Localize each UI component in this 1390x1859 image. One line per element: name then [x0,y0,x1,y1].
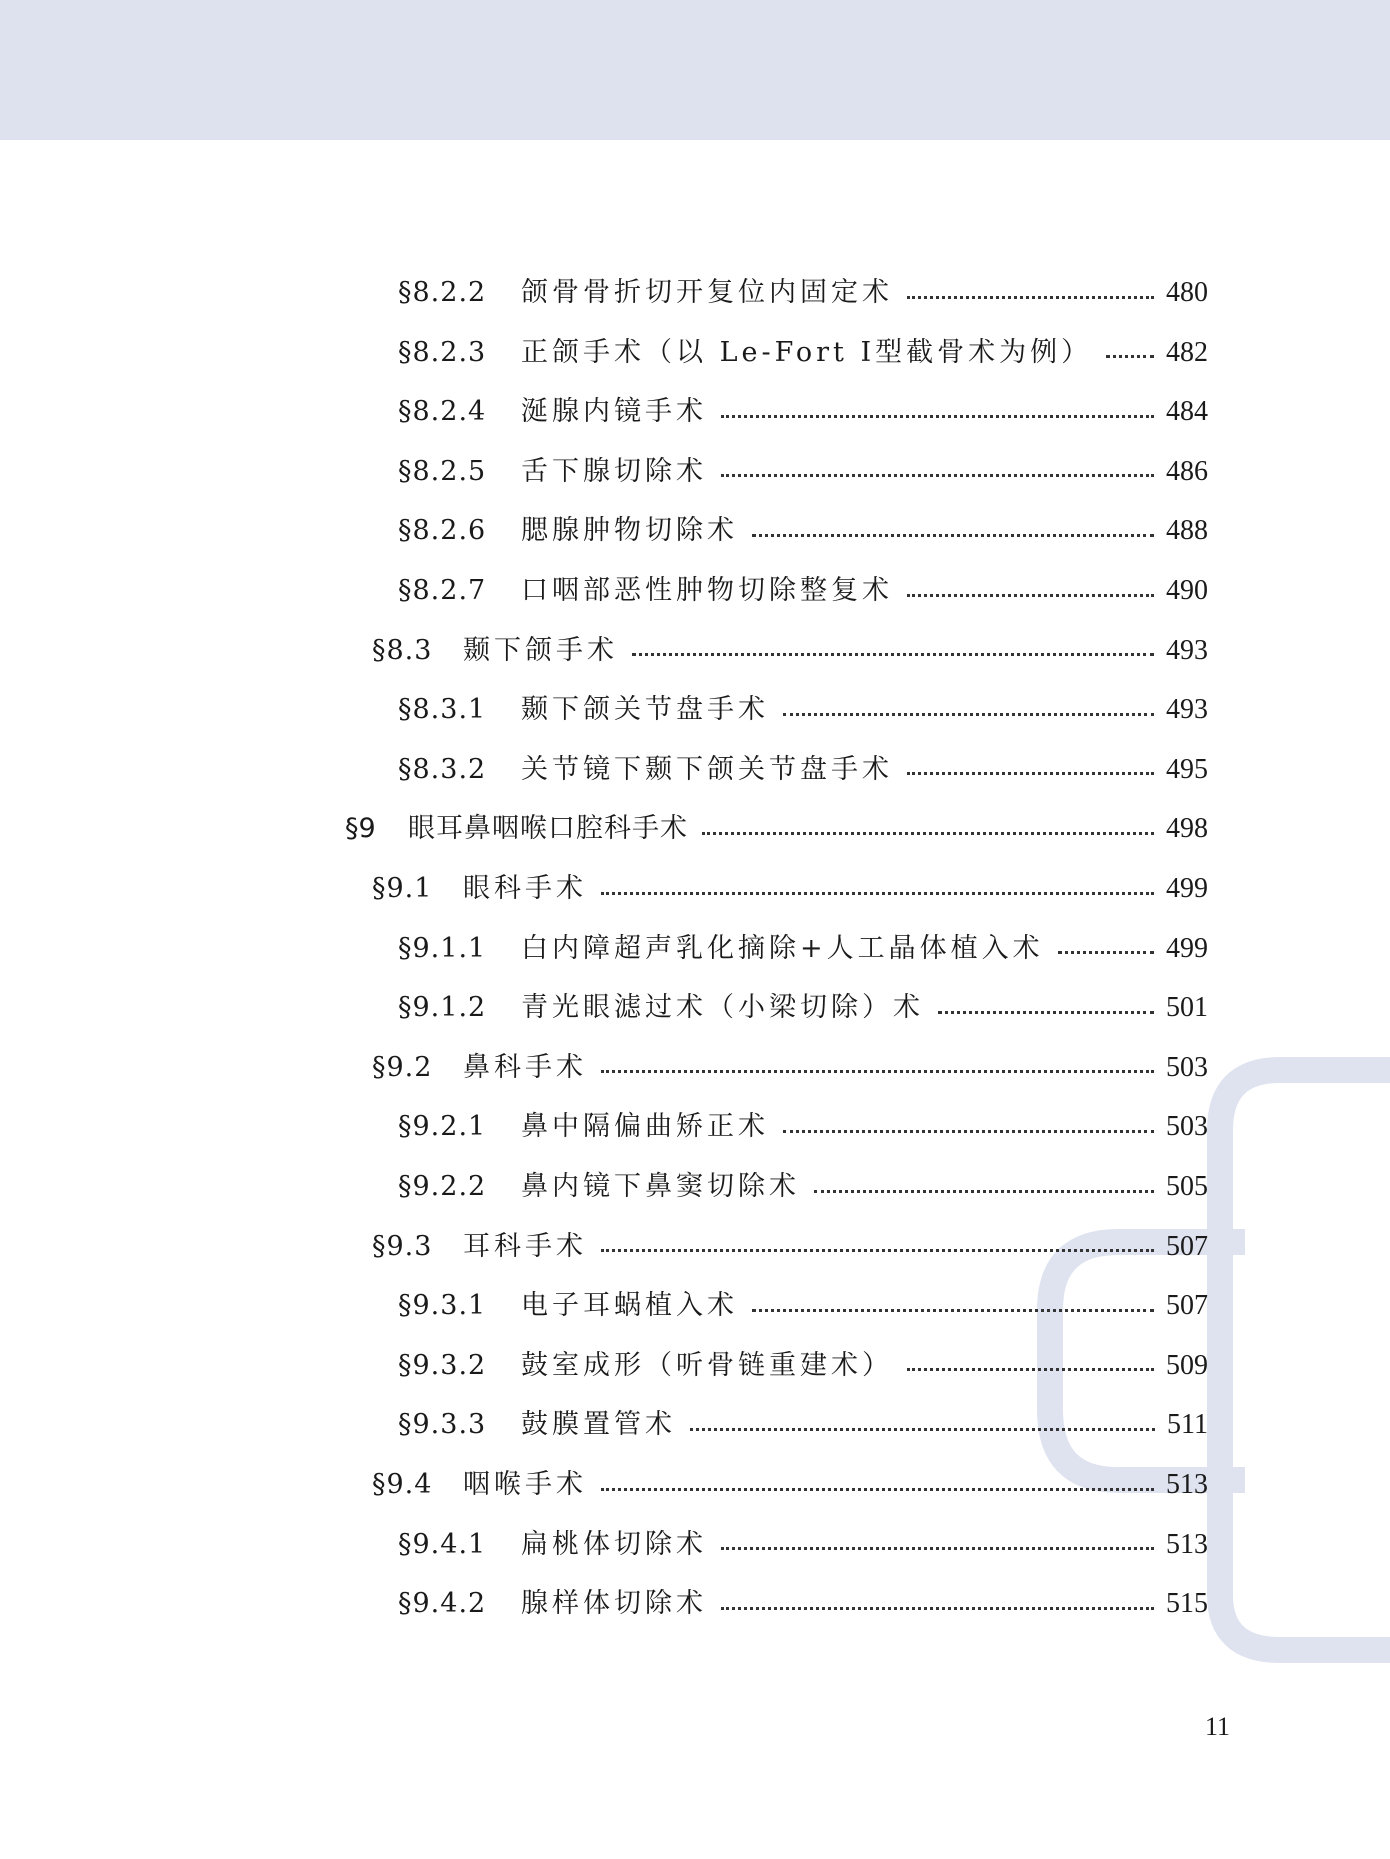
toc-entry[interactable] [398,447,1208,497]
toc-entry-page: 499 [1166,873,1208,904]
toc-entry-page: 505 [1166,1171,1208,1202]
toc-entry-title: 白内障超声乳化摘除+人工晶体植入术 [521,932,1044,964]
toc-entry-title: 颞下颌关节盘手术 [521,694,769,726]
toc-entry[interactable] [398,685,1208,735]
toc-entry-title: 正颌手术（以 Le-Fort Ⅰ型截骨术为例） [521,336,1093,368]
toc-entry-page: 484 [1166,396,1208,428]
toc-entry-page: 503 [1166,1111,1208,1143]
toc-entry-title: 腺样体切除术 [521,1588,707,1620]
toc-entry[interactable] [345,804,1208,854]
toc-entry-number: §8.2.3 [398,336,487,368]
dot-leader [783,1130,1154,1133]
dot-leader [721,1547,1154,1550]
toc-entry[interactable] [398,1281,1208,1331]
toc-entry-page: 486 [1166,455,1208,487]
toc-entry-number: §8.2.6 [398,515,487,547]
toc-entry-page: 503 [1166,1051,1208,1083]
dot-leader [601,892,1154,895]
dot-leader [907,296,1154,299]
toc-entry[interactable] [398,268,1208,318]
toc-entry[interactable] [372,1222,1208,1272]
toc-entry-title: 鼻科手术 [463,1051,587,1083]
toc-entry[interactable] [398,566,1208,616]
toc-entry-title: 鼻中隔偏曲矫正术 [521,1111,769,1143]
dot-leader [721,415,1154,418]
toc-entry[interactable] [398,924,1208,974]
toc-entry-title: 扁桃体切除术 [521,1528,707,1560]
toc-entry[interactable] [398,983,1208,1033]
toc-entry-title: 涎腺内镜手术 [521,396,707,428]
toc-entry[interactable] [398,1341,1208,1391]
toc-entry-number: §8.3.2 [398,753,487,785]
toc-entry-number: §8.3.1 [398,694,487,726]
toc-entry-page: 495 [1166,753,1208,785]
toc-entry-page: 490 [1166,575,1208,606]
dot-leader [702,832,1154,835]
toc-entry-page: 501 [1166,992,1208,1024]
toc-entry[interactable] [398,328,1208,378]
dot-leader [907,594,1154,597]
toc-entry-title: 颌骨骨折切开复位内固定术 [521,277,893,308]
dot-leader [1106,355,1154,358]
toc-entry-page: 480 [1166,277,1208,308]
dot-leader [601,1249,1154,1252]
dot-leader [601,1488,1154,1491]
toc-entry-number: §9.2.2 [398,1171,487,1202]
dot-leader [632,653,1154,656]
toc-entry[interactable] [398,1520,1208,1570]
toc-entry-page: 493 [1166,694,1208,726]
toc-entry-title: 青光眼滤过术（小梁切除）术 [521,992,924,1024]
toc-entry-number: §8.2.5 [398,455,487,487]
toc-entry-number: §8.2.7 [398,575,487,606]
toc-entry-page: 507 [1166,1290,1208,1322]
toc-entry-number: §9.4.1 [398,1528,487,1560]
toc-entry-title: 耳科手术 [463,1230,587,1262]
toc-entry-number: §9 [345,813,376,845]
dot-leader [938,1011,1154,1014]
toc-entry-page: 509 [1166,1349,1208,1381]
toc-entry-number: §9.3.3 [398,1409,487,1441]
toc-entry[interactable] [398,1102,1208,1152]
toc-entry-page: 493 [1166,634,1208,666]
toc-entry[interactable] [398,506,1208,556]
toc-entry-title: 电子耳蜗植入术 [521,1290,738,1322]
toc-entry-number: §9.4 [372,1469,433,1500]
toc-entry-title: 鼓膜置管术 [521,1409,676,1441]
toc-entry-number: §9.4.2 [398,1588,487,1620]
toc-entry[interactable] [398,1579,1208,1629]
toc-entry-title: 关节镜下颞下颌关节盘手术 [521,753,893,785]
toc-entry-number: §9.2.1 [398,1111,487,1143]
toc-entry-title: 咽喉手术 [463,1469,587,1500]
dot-leader [1058,951,1154,954]
dot-leader [752,1309,1154,1312]
toc-entry[interactable] [398,1162,1208,1212]
toc-entry[interactable] [372,1043,1208,1093]
toc-entry-number: §8.3 [372,634,433,666]
toc-entry-title: 鼻内镜下鼻窦切除术 [521,1171,800,1202]
toc-entry-number: §9.1 [372,873,433,904]
dot-leader [690,1428,1155,1431]
toc-entry[interactable] [372,626,1208,676]
dot-leader [907,772,1154,775]
toc-entry-title: 鼓室成形（听骨链重建术） [521,1349,893,1381]
toc-entry-number: §9.3 [372,1230,433,1262]
header-band [0,0,1390,140]
toc-entry-title: 眼耳鼻咽喉口腔科手术 [408,813,688,845]
toc-entry[interactable] [398,745,1208,795]
dot-leader [721,1607,1154,1610]
toc-entry[interactable] [372,864,1208,914]
dot-leader [783,713,1154,716]
toc-entry-page: 507 [1166,1230,1208,1262]
dot-leader [907,1368,1154,1371]
toc-entry-page: 498 [1166,813,1208,845]
dot-leader [601,1070,1154,1073]
dot-leader [814,1190,1154,1193]
toc-entry-number: §8.2.2 [398,277,487,308]
toc-entry-page: 513 [1166,1528,1208,1560]
toc-entry-number: §8.2.4 [398,396,487,428]
toc-entry-number: §9.3.1 [398,1290,487,1322]
toc-entry-title: 口咽部恶性肿物切除整复术 [521,575,893,606]
dot-leader [721,474,1154,477]
toc-entry-page: 488 [1166,515,1208,547]
toc-entry[interactable] [398,387,1208,437]
toc-entry-page: 499 [1166,932,1208,964]
dot-leader [752,534,1154,537]
toc-entry-number: §9.1.2 [398,992,487,1024]
toc-entry-page: 482 [1166,336,1208,368]
toc-entry-number: §9.3.2 [398,1349,487,1381]
toc-entry-number: §9.1.1 [398,932,487,964]
page-number: 11 [1205,1712,1231,1741]
toc-entry-page: 511 [1167,1409,1208,1441]
toc-entry-page: 515 [1166,1588,1208,1620]
toc-entry-title: 颞下颌手术 [463,634,618,666]
toc-entry-page: 513 [1166,1469,1208,1500]
toc-entry-number: §9.2 [372,1051,433,1083]
toc-entry[interactable] [398,1400,1208,1450]
toc-entry[interactable] [372,1460,1208,1510]
toc-entry-title: 眼科手术 [463,873,587,904]
toc-entry-title: 舌下腺切除术 [521,455,707,487]
toc-entry-title: 腮腺肿物切除术 [521,515,738,547]
